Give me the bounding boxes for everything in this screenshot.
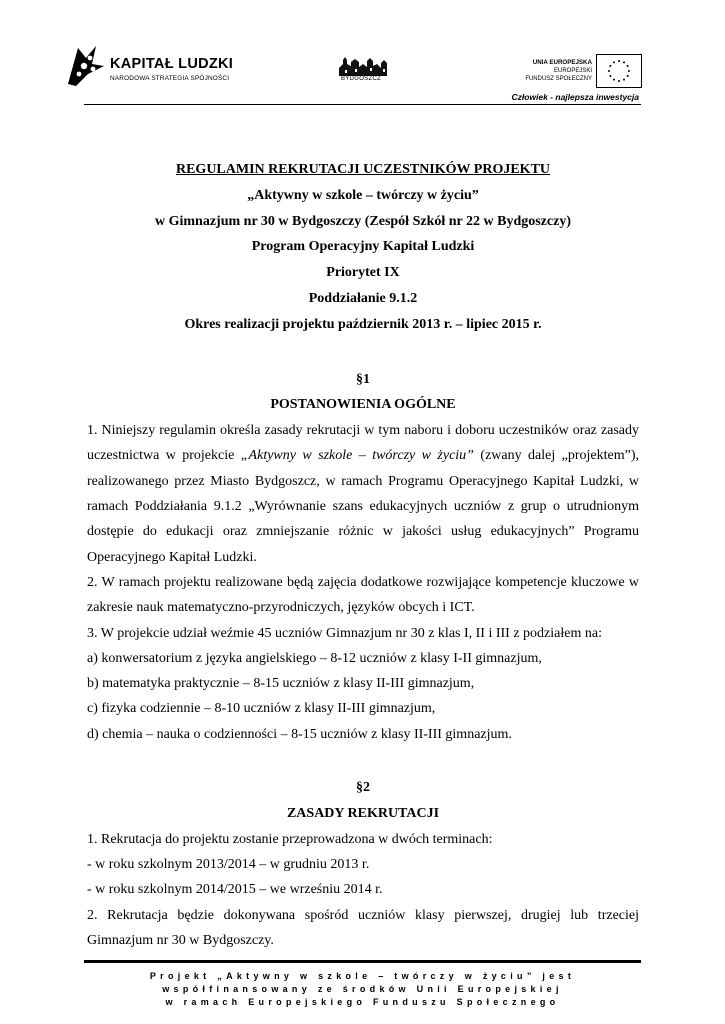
- section-2-number: §2: [356, 780, 370, 796]
- bydgoszcz-skyline-icon: [337, 56, 391, 78]
- eu-star-icon: [609, 75, 611, 77]
- kapital-ludzki-icon: [66, 44, 106, 88]
- list-item: c) fizyka codziennie – 8-10 uczniów z klasy II-III gimnazjum,: [87, 701, 436, 717]
- footer-line-1: Projekt „Aktywny w szkole – twórczy w życiu” jest: [149, 971, 576, 981]
- spacer: [87, 338, 639, 367]
- eu-text: [525, 58, 592, 83]
- eu-logo: [514, 54, 642, 90]
- eu-star-icon: [618, 60, 620, 62]
- project-name: „Aktywny w szkole – twórczy w życiu”: [247, 187, 479, 203]
- project-period: Okres realizacji projektu październik 2013 r. – lipiec 2015 r.: [184, 316, 542, 332]
- eu-star-icon: [613, 79, 615, 81]
- document-title: REGULAMIN REKRUTACJI UCZESTNIKÓW PROJEKTU: [175, 162, 551, 177]
- list-item: a) konwersatorium z języka angielskiego – 8-12 uczniów z klasy I-II gimnazjum,: [87, 650, 542, 666]
- program-name: Program Operacyjny Kapitał Ludzki: [251, 239, 475, 255]
- list-item: b) matematyka praktycznie – 8-15 uczniów z klasy II-III gimnazjum,: [87, 676, 475, 692]
- footer-line-2: współfinansowany ze środków Unii Europejskiej: [162, 984, 563, 994]
- eu-star-icon: [628, 70, 630, 72]
- recruitment-term-2: - w roku szkolnym 2014/2015 – we wrześniu 2014 r.: [87, 882, 383, 898]
- list-item: d) chemia – nauka o codzienności – 8-15 uczniów z klasy II-III gimnazjum.: [87, 726, 512, 742]
- eu-star-icon: [618, 80, 620, 82]
- paragraph-text: 1. Niniejszy regulamin określa zasady rekrutacji w tym naboru i doboru uczestników oraz zasady uczestnictwa w projekcie: [87, 423, 639, 464]
- eu-star-icon: [613, 61, 615, 63]
- eu-fund-label-2: FUNDUSZ SPOŁECZNY: [525, 76, 592, 82]
- eu-star-icon: [608, 70, 610, 72]
- section-2-heading: ZASADY REKRUTACJI: [286, 805, 440, 821]
- section-2-paragraph-1: 1. Rekrutacja do projektu zostanie przeprowadzona w dwóch terminach:: [87, 831, 493, 847]
- recruitment-term-1: - w roku szkolnym 2013/2014 – w grudniu 2013 r.: [87, 856, 370, 872]
- eu-star-icon: [623, 79, 625, 81]
- section-2-paragraph-2: 2. Rekrutacja będzie dokonywana spośród uczniów klasy pierwszej, drugiej lub trzeciej Gimnazjum nr 30 w Bydgoszczy.: [87, 907, 639, 948]
- section-1-paragraph-3: 3. W projekcie udział weźmie 45 uczniów Gimnazjum nr 30 z klas I, II i III z podziałem na:: [87, 625, 602, 641]
- kapital-ludzki-subtitle: NARODOWA STRATEGIA SPÓJNOŚCI: [110, 75, 230, 82]
- bydgoszcz-logo: [337, 56, 391, 88]
- subaction: Poddziałanie 9.1.2: [308, 290, 418, 306]
- kapital-ludzki-logo: [66, 44, 236, 88]
- paragraph-text: (zwany dalej „projektem”), realizowanego przez Miasto Bydgoszcz, w ramach Programu Operacyjnego Kapitał Ludzki, w ramach Poddziałania 9.1.2 „Wyrównanie szans edukacyjnych uczniów z grup o utrudnionym dostępie do edukacji oraz zmniejszanie różnic w jakości usług edukacyjnych” Programu Operacyjnego Kapitał Ludzki.: [87, 448, 640, 565]
- kapital-ludzki-title: KAPITAŁ LUDZKI: [110, 56, 234, 72]
- footer-divider: [84, 960, 641, 963]
- section-1-paragraph-2: 2. W ramach projektu realizowane będą zajęcia dodatkowe rozwijające kompetencje kluczowe w zakresie nauk matematyczno-przyrodniczych, języków obcych i ICT.: [87, 574, 639, 616]
- eu-star-icon: [623, 61, 625, 63]
- eu-union-label: UNIA EUROPEJSKA: [532, 59, 592, 66]
- spacer: [87, 747, 639, 775]
- eu-star-icon: [609, 65, 611, 67]
- eu-flag-icon: [596, 54, 642, 88]
- section-1-number: §1: [356, 371, 370, 387]
- eu-star-icon: [627, 75, 629, 77]
- priority: Priorytet IX: [326, 265, 400, 281]
- section-1-heading: POSTANOWIENIA OGÓLNE: [270, 397, 456, 413]
- header-slogan: Człowiek - najlepsza inwestycja: [511, 92, 639, 102]
- document-body: [87, 157, 639, 953]
- school-name: w Gimnazjum nr 30 w Bydgoszczy (Zespół Szkół nr 22 w Bydgoszczy): [155, 213, 571, 229]
- footer: [84, 970, 641, 1009]
- eu-fund-label-1: EUROPEJSKI: [553, 68, 592, 74]
- bydgoszcz-label: BYDGOSZCZ: [341, 76, 382, 82]
- section-1-paragraph-1: [87, 418, 639, 570]
- eu-star-icon: [627, 65, 629, 67]
- footer-line-3: w ramach Europejskiego Funduszu Społecznego: [165, 997, 560, 1007]
- header-divider: [84, 104, 641, 105]
- project-title-italic: „Aktywny w szkole – twórczy w życiu”: [240, 448, 474, 464]
